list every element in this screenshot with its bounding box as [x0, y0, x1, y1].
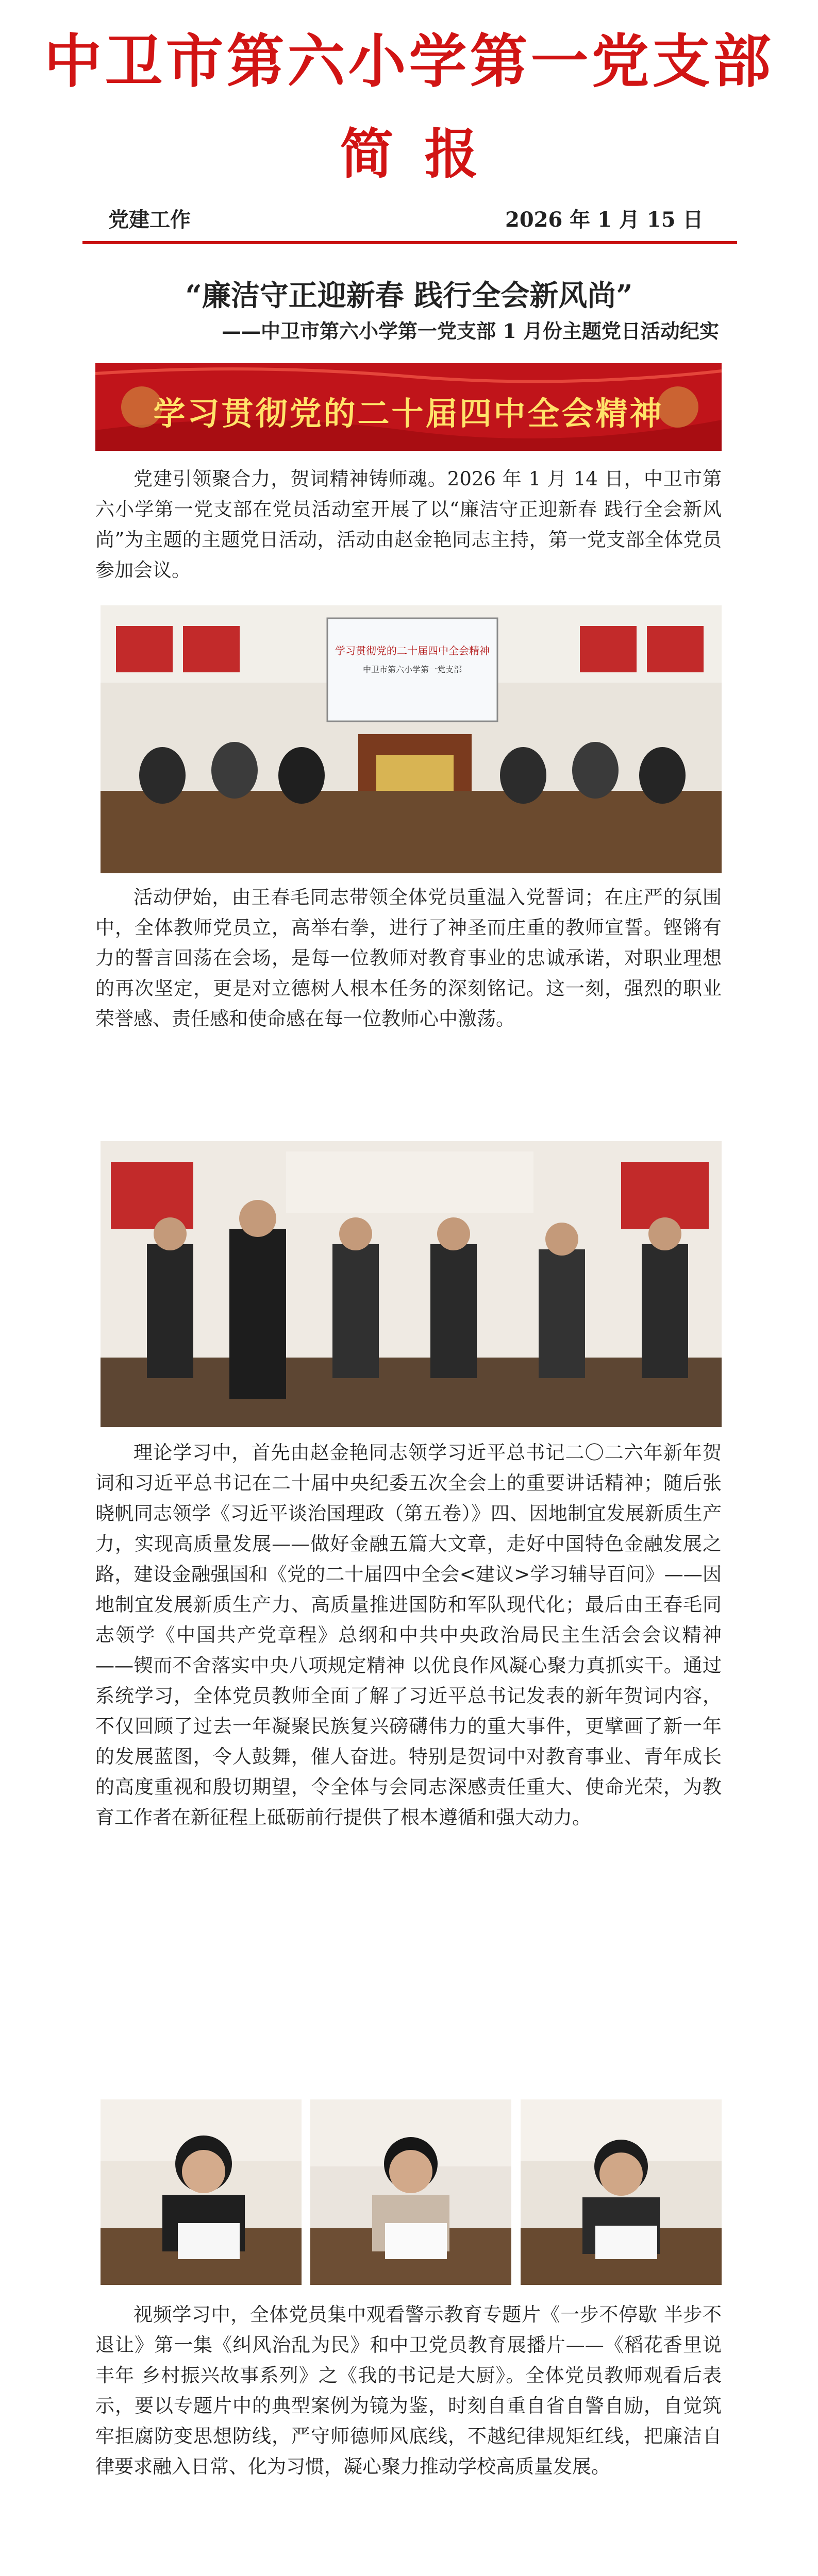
banner-text: 学习贯彻党的二十届四中全会精神: [153, 395, 664, 432]
org-title: 中卫市第六小学第一党支部: [44, 28, 774, 95]
doc-title: 简报: [340, 122, 509, 185]
slide-text-2: 中卫市第六小学第一党支部: [362, 665, 462, 674]
article-subtitle: ——中卫市第六小学第一党支部 1 月份主题党日活动纪实: [222, 319, 719, 343]
issue-date: 2026 年 1 月 15 日: [505, 208, 704, 232]
category-label: 党建工作: [108, 208, 191, 232]
photo-oath-ceremony: [101, 1141, 722, 1427]
paragraph-video-study: 视频学习中，全体党员集中观看警示教育专题片《一步不停歇 半步不退让》第一集《纠风治乱为民》和中卫党员教育展播片——《稻花香里说丰年 乡村振兴故事系列》之《我的书记是大厨》。全体党员教师观看后表示，要以专题片中的典型案例为镜为鉴，时刻自重自省自警自励，自觉筑牢拒腐防变思想防线，严守师德师风底线，不越纪律规矩红线，把廉洁自律要求融入日常、化为习惯，凝心聚力推动学校高质量发展。: [95, 2303, 722, 2478]
photo-lead-study-3: [521, 2099, 722, 2285]
paragraph-intro: 党建引领聚合力，贺词精神铸师魂。2026 年 1 月 14 日，中卫市第六小学第一党支部在党员活动室开展了以“廉洁守正迎新春 践行全会新风尚”为主题的主题党日活动，活动由赵金艳同志主持，第一党支部全体党员参加会议。: [95, 468, 722, 581]
photo-lead-study-1: [101, 2099, 302, 2285]
photo-meeting-room: [101, 605, 722, 873]
theme-banner: [95, 363, 722, 451]
paragraph-oath: 活动伊始，由王春毛同志带领全体党员重温入党誓词；在庄严的氛围中，全体教师党员立，高举右拳，进行了神圣而庄重的教师宣誓。铿锵有力的誓言回荡在会场，是每一位教师对教育事业的忠诚承诺，对职业理想的再次坚定，更是对立德树人根本任务的深刻铭记。这一刻，强烈的职业荣誉感、责任感和使命感在每一位教师心中激荡。: [95, 886, 722, 1030]
article-title: “廉洁守正迎新春 践行全会新风尚”: [185, 279, 633, 313]
slide-text-1: 学习贯彻党的二十届四中全会精神: [335, 645, 490, 657]
photo-lead-study-2: [310, 2099, 511, 2285]
header-divider: [82, 241, 737, 244]
paragraph-theory-study: 理论学习中，首先由赵金艳同志领学习近平总书记二〇二六年新年贺词和习近平总书记在二十届中央纪委五次全会上的重要讲话精神；随后张晓帆同志领学《习近平谈治国理政（第五卷）》四、因地制宜发展新质生产力，实现高质量发展——做好金融五篇大文章，走好中国特色金融发展之路，建设金融强国和《党的二十届四中全会<建议>学习辅导百问》——因地制宜发展新质生产力、高质量推进国防和军队现代化；最后由王春毛同志领学《中国共产党章程》总纲和中共中央政治局民主生活会会议精神——锲而不舍落实中央八项规定精神 以优良作风凝心聚力真抓实干。通过系统学习，全体党员教师全面了解了习近平总书记发表的新年贺词内容，不仅回顾了过去一年凝聚民族复兴磅礴伟力的重大事件，更擘画了新一年的发展蓝图，令人鼓舞，催人奋进。特别是贺词中对教育事业、青年成长的高度重视和殷切期望，令全体与会同志深感责任重大、使命光荣，为教育工作者在新征程上砥砺前行提供了根本遵循和强大动力。: [95, 1442, 722, 1828]
